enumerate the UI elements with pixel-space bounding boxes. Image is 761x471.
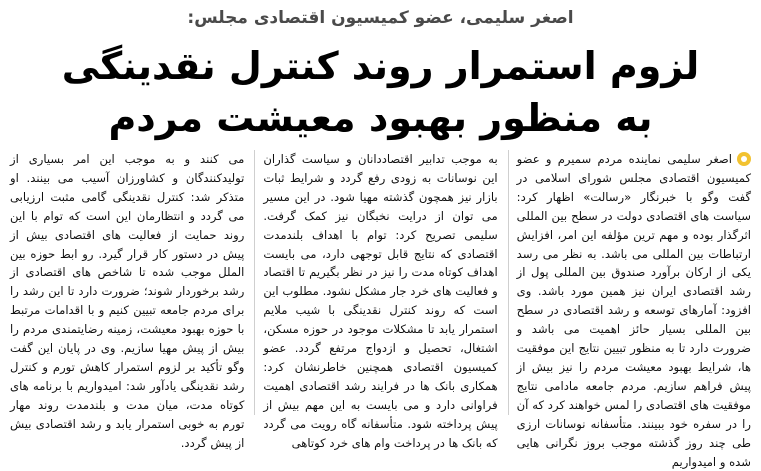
headline-line-1: لزوم استمرار روند کنترل نقدینگی bbox=[61, 44, 700, 88]
article-body bbox=[10, 150, 751, 469]
column-2-text: به موجب تدابیر اقتصاددانان و سیاست گذاران این نوسانات به زودی رفع گردد و شرایط ثبات بازار نیز همچون گذشته مهیا شود. در این مسیر می توان از درایت نخبگان نیز کمک گرفت. سلیمی تصریح کرد: توام با اهداف بلندمدت اقتصادی که نتایج قابل توجهی دارد، می بایست اهداف کوتاه مدت را نیز در نظر بگیریم تا اقتصاد و فعالیت های خرد جار مشکل نشود. مطلوب این است که روند کنترل نقدینگی با شیب ملایم استمرار یابد تا مشکلات موجود در حوزه مسکن، اشتغال، تحصیل و ازدواج مرتفع گردد. عضو کمیسیون اقتصادی همچنین خاطرنشان کرد: همکاری بانک ها در فرایند رشد اقتصادی اهمیت فراوانی دارد و می بایست به این مهم بیش از پیش پرداخته شود. متأسفانه گاه رویت می گردد که بانک ها در پرداخت وام های خرد کوتاهی bbox=[263, 152, 498, 450]
column-3 bbox=[10, 150, 245, 450]
kicker: اصغر سلیمی، عضو کمیسیون اقتصادی مجلس: bbox=[187, 8, 574, 28]
column-3-text: می کنند و به موجب این امر بسیاری از تولیدکنندگان و کشاورزان آسیب می بینند. او متذکر شد: کنترل نقدینگی گامی مثبت ارزیابی می گردد و انتظارمان این است که توام با این روند حمایت از فعالیت های اقتصادی بیش از پیش در دستور کار قرار گیرد. رو ابط حوزه بین الملل موجب شده تا شاخص های اقتصادی از رشد برخوردار شوند؛ ضرورت دارد تا این رشد را برای مردم جامعه تبیین کنیم و با اقدامات مرتبط با حوزه بهبود معیشت، زمینه رضایتمندی مردم را بیش از پیش مهیا سازیم. وی در پایان این گفت وگو تأکید بر لزوم استمرار کاهش تورم و کنترل رشد نقدینگی یادآور شد: امیدواریم با برنامه های کوتاه مدت، میان مدت و بلندمدت روند مهار تورم به خوبی استمرار یابد و رشد اقتصادی بیش از پیش گردد. bbox=[10, 152, 245, 450]
news-bullet-icon bbox=[737, 152, 751, 166]
column-1-text: اصغر سلیمی نماینده مردم سمیرم و عضو کمیسیون اقتصادی مجلس شورای اسلامی در گفت وگو با خبرنگار «رسالت» اظهار کرد: سیاست های اقتصادی دولت در سطح بین المللی اثرگذار بوده و مهم ترین مؤلفه این امر، افزایش ارتباطات بین المللی می باشد. به نظر می رسد یکی از ارکان برآورد صندوق بین المللی پول از رشد اقتصادی ایران نیز همین مورد باشد. وی افزود: آمارهای توسعه و رشد اقتصادی در سطح بین المللی بسیار حائز اهمیت می باشد و ضرورت دارد تا به منظور تبیین نتایج این موفقیت ها، شرایط بهبود معیشت مردم را نیز بیش از پیش فراهم سازیم. مردم جامعه مادامی نتایج موفقیت های اقتصادی را لمس خواهند کرد که آن را در سفره خود ببینند. متأسفانه نوسانات ارزی طی چند روز گذشته موجب بروز نگرانی هایی شده و امیدواریم bbox=[516, 152, 751, 469]
column-2 bbox=[254, 150, 498, 450]
headline-line-2: به منظور بهبود معیشت مردم bbox=[108, 96, 653, 140]
column-1 bbox=[508, 150, 751, 469]
